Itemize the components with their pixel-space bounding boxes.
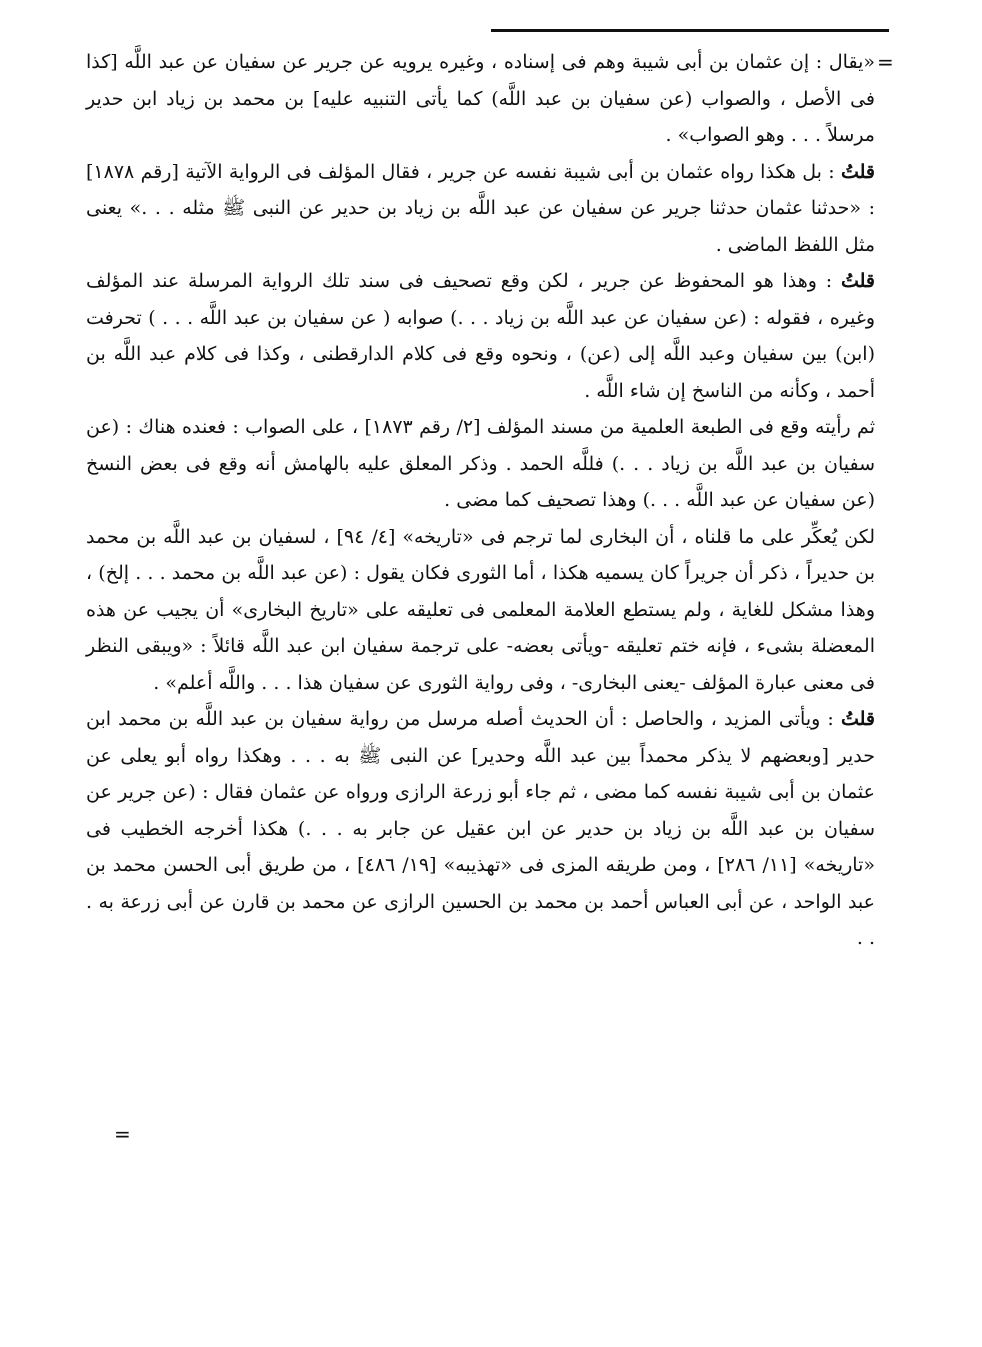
paragraph-1 xyxy=(86,44,875,154)
paragraph-text: ثم رأيته وقع فى الطبعة العلمية من مسند المؤلف [٢/ رقم ١٨٧٣] ، على الصواب : فعنده هناك : (عن سفيان بن عبد اللَّه بن زياد . . .) فللَّه الحمد . وذكر المعلق عليه بالهامش أنه وقع فى بعض النسخ (عن سفيان عن عبد اللَّه . . .) وهذا تصحيف كما مضى . xyxy=(86,416,875,511)
paragraph-lead: قلتُ xyxy=(840,708,875,730)
paragraph-6 xyxy=(86,701,875,957)
continuation-marker-end: = xyxy=(114,1122,131,1146)
footnote-body xyxy=(86,44,875,957)
paragraph-2 xyxy=(86,154,875,264)
paragraph-text: «يقال : إن عثمان بن أبى شيبة وهم فى إسناده ، وغيره يرويه عن جرير عن سفيان عن عبد اللَّه [كذا فى الأصل ، والصواب (عن سفيان بن عبد اللَّه) كما يأتى التنبيه عليه] بن محمد بن زياد ابن حدير مرسلاً . . . وهو الصواب» . xyxy=(86,51,875,146)
header-rule xyxy=(491,29,889,32)
paragraph-text: : بل هكذا رواه عثمان بن أبى شيبة نفسه عن جرير ، فقال المؤلف فى الرواية الآتية [رقم ١٨٧٨] : «حدثنا عثمان حدثنا جرير عن سفيان عن عبد اللَّه بن زياد بن حدير عن النبى ﷺ مثله . . .» يعنى مثل اللفظ الماضى . xyxy=(86,160,875,256)
paragraph-3 xyxy=(86,263,875,409)
paragraph-4 xyxy=(86,409,875,519)
paragraph-text: : وهذا هو المحفوظ عن جرير ، لكن وقع تصحيف فى سند تلك الرواية المرسلة عند المؤلف وغيره ، فقوله : (عن سفيان عن عبد اللَّه بن زياد . . .) صوابه ( عن سفيان بن عبد اللَّه . . . ) تحرفت (ابن) بين سفيان وعبد اللَّه إلى (عن) ، ونحوه وقع فى كلام الدارقطنى ، وكذا فى كلام عبد اللَّه بن أحمد ، وكأنه من الناسخ إن شاء اللَّه . xyxy=(86,270,875,402)
paragraph-lead: قلتُ xyxy=(840,160,875,183)
paragraph-lead: قلتُ xyxy=(840,270,876,292)
paragraph-5 xyxy=(86,519,875,702)
paragraph-text: لكن يُعكِّر على ما قلناه ، أن البخارى لما ترجم فى «تاريخه» [٤/ ٩٤] ، لسفيان بن عبد اللَّه بن محمد بن حديراً ، ذكر أن جريراً كان يسميه هكذا ، أما الثورى فكان يقول : (عن عبد اللَّه بن محمد . . . إلخ) ، وهذا مشكل للغاية ، ولم يستطع العلامة المعلمى فى تعليقه على «تاريخ البخارى» أن يجيب عن هذه المعضلة بشىء ، فإنه ختم تعليقه -ويأتى بعضه- على ترجمة سفيان ابن عبد اللَّه قائلاً : «ويبقى النظر فى معنى عبارة المؤلف -يعنى البخارى- ، وفى رواية الثورى عن سفيان هذا . . . واللَّه أعلم» . xyxy=(86,525,875,694)
paragraph-text: : ويأتى المزيد ، والحاصل : أن الحديث أصله مرسل من رواية سفيان بن عبد اللَّه بن محمد ابن حدير [وبعضهم لا يذكر محمداً بين عبد اللَّه وحدير] عن النبى ﷺ به . . . وهكذا رواه أبو يعلى عن عثمان بن أبى شيبة نفسه كما مضى ، ثم جاء أبو زرعة الرازى ورواه عن عثمان فقال : (عن جرير عن سفيان بن عبد اللَّه بن زياد بن حدير عن ابن عقيل عن جابر به . . .) هكذا أخرجه الخطيب فى «تاريخه» [١١/ ٢٨٦] ، ومن طريقه المزى فى «تهذيبه» [١٩/ ٤٨٦] ، من طريق أبى الحسن محمد بن عبد الواحد ، عن أبى العباس أحمد بن محمد بن الحسين الرازى عن محمد بن قارن عن أبى زرعة به . . . xyxy=(86,708,875,949)
continuation-marker-start: = xyxy=(877,50,894,74)
